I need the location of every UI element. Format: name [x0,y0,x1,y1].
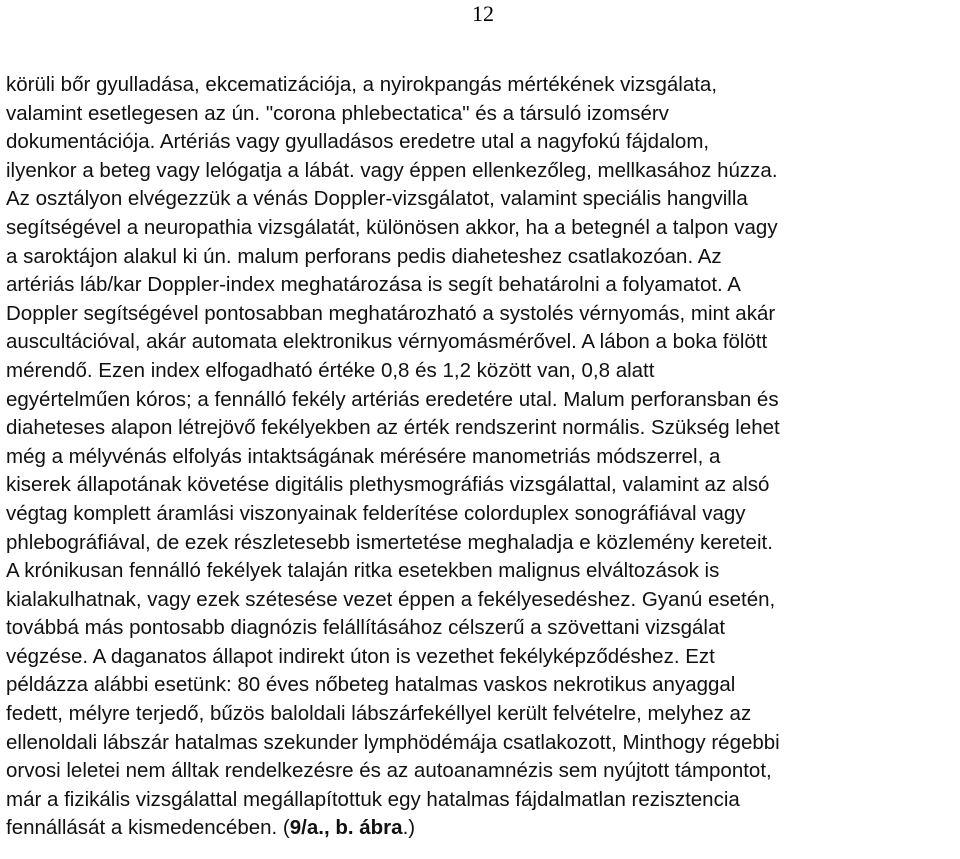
text-line: ellenoldali lábszár hatalmas szekunder lymphödémája csatlakozott, Minthogy régebbi [6,730,780,754]
text-line: Doppler segítségével pontosabban meghatározható a systolés vérnyomás, mint akár [6,301,776,325]
page-number: 12 [472,1,494,26]
text-line: a saroktájon alakul ki ún. malum perforans pedis diaheteshez csatlakozóan. Az [6,244,722,268]
text-line: mérendő. Ezen index elfogadható értéke 0,8 és 1,2 között van, 0,8 alatt [6,358,655,382]
text-fragment: .) [402,816,416,840]
text-line: artériás láb/kar Doppler-index meghatározása is segít behatárolni a folyamatot. A [6,273,741,297]
text-line: auscultációval, akár automata elektronikus vérnyomásmérővel. A lábon a boka fölött [6,330,768,354]
text-line: phlebográfiával, de ezek részletesebb ismertetése meghaladja e közlemény kereteit. [6,530,773,554]
text-line: végtag komplett áramlási viszonyainak felderítése colorduplex sonográfiával vagy [6,501,746,525]
text-line: Az osztályon elvégezzük a vénás Doppler-vizsgálatot, valamint speciális hangvilla [6,187,748,211]
text-fragment: fennállását a kismedencében. ( [6,816,290,840]
text-line: kiserek állapotának követése digitális plethysmográfiás vizsgálattal, valamint az alsó [6,473,770,497]
text-line: kialakulhatnak, vagy ezek szétesése vezet éppen a fekélyesedéshez. Gyanú esetén, [6,587,776,611]
figure-reference: 9/a., b. ábra [289,816,403,840]
body-paragraph [6,71,780,843]
text-line: példázza alábbi esetünk: 80 éves nőbeteg hatalmas vaskos nekrotikus anyaggal [6,673,736,697]
text-line: egyértelműen kóros; a fennálló fekély artériás eredetére utal. Malum perforansban és [6,387,779,411]
text-line: diaheteses alapon létrejövő fekélyekben az érték rendszerint normális. Szükség lehet [6,416,780,440]
text-line: körüli bőr gyulladása, ekcematizációja, a nyirokpangás mértékének vizsgálata, [6,73,718,96]
text-line: ilyenkor a beteg vagy lelógatja a lábát. vagy éppen ellenkezőleg, mellkasához húzza. [6,158,778,182]
text-line: dokumentációja. Artériás vagy gyulladásos eredetre utal a nagyfokú fájdalom, [6,130,710,154]
text-line: valamint esetlegesen az ún. "corona phlebectatica" és a társuló izomsérv [6,101,669,125]
text-line: fedett, mélyre terjedő, bűzös baloldali lábszárfekéllyel került felvételre, melyhez az [6,702,752,726]
text-line: továbbá más pontosabb diagnózis felállításához célszerű a szövettani vizsgálat [6,616,726,640]
text-line: már a fizikális vizsgálattal megállapítottuk egy hatalmas fájdalmatlan rezisztencia [6,787,740,811]
text-line: A krónikusan fennálló fekélyek talaján ritka esetekben malignus elváltozások is [6,559,720,583]
text-line: végzése. A daganatos állapot indirekt úton is vezethet fekélyképződéshez. Ezt [6,644,715,668]
text-line: még a mélyvénás elfolyás intaktságának mérésére manometriás módszerrel, a [6,444,721,468]
text-line: segítségével a neuropathia vizsgálatát, különösen akkor, ha a betegnél a talpon vagy [6,215,778,239]
text-line-last [6,814,780,843]
text-line: orvosi leletei nem álltak rendelkezésre és az autoanamnézis sem nyújtott támpontot, [6,759,772,783]
